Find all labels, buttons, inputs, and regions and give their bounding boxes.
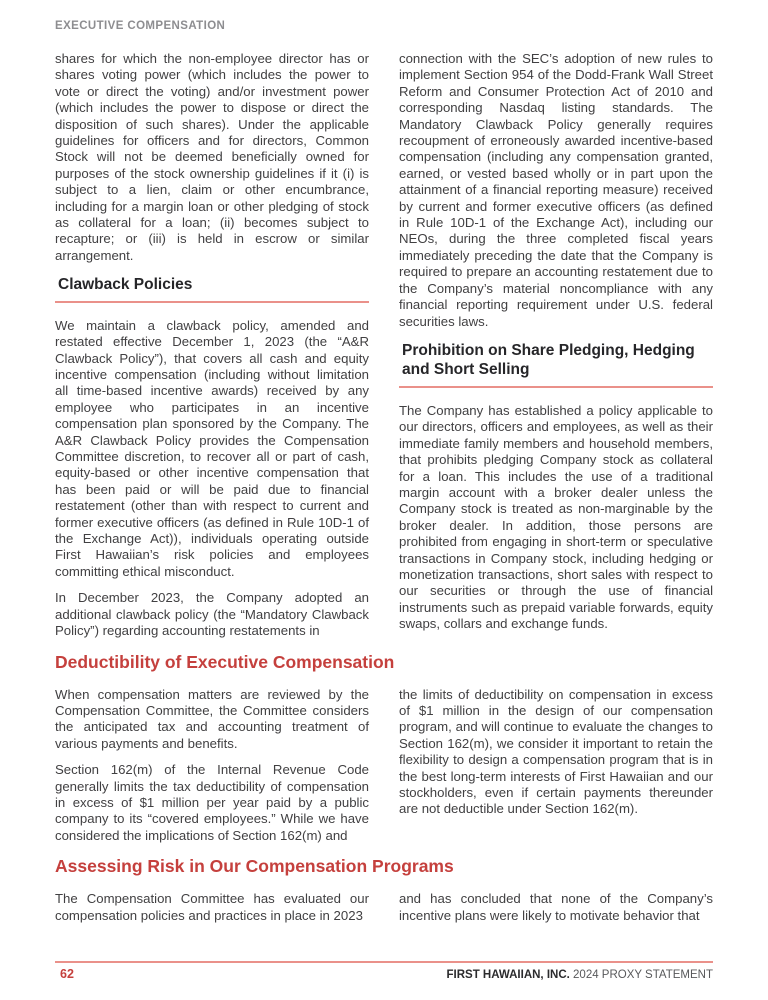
paragraph-pledging-policy: The Company has established a policy applicable to our directors, officers and employees, as well as their immediate family members and household members, that prohibits pledging Company stock as collateral for a loan. This includes the use of a traditional margin account with a broker dealer unless the Company stock is treated as non-marginable by the broker dealer. In addition, those persons are prohibited from engaging in short-term or speculative transactions in Company stock, including hedging or monetization transactions, short sales with respect to our securities or through the use of financial instruments such as prepaid variable forwards, equity swaps, collars and exchange funds. [399, 402, 713, 632]
risk-two-column-section [55, 891, 713, 924]
left-column [55, 891, 369, 924]
paragraph-risk-conclusion: and has concluded that none of the Company’s incentive plans were likely to motivate behavior that [399, 891, 713, 923]
page-footer [55, 961, 713, 981]
paragraph-deductibility-limits: the limits of deductibility on compensation in excess of $1 million in the design of our compensation program, and will continue to evaluate the changes to Section 162(m), we consider it important to retain the flexibility to design a compensation program that is in the best long-term interests of First Hawaiian and our stockholders, even if certain payments thereunder are not deductible under Section 162(m). [399, 686, 713, 817]
section-heading-deductibility: Deductibility of Executive Compensation [55, 651, 395, 672]
section-heading-clawback-policies: Clawback Policies [55, 275, 369, 303]
paragraph-section-162m: Section 162(m) of the Internal Revenue Code generally limits the tax deductibility of compensation in excess of $1 million per year paid by a public company to its “covered employees.” While we have considered the implications of Section 162(m) and [55, 762, 369, 843]
section-heading-assessing-risk: Assessing Risk in Our Compensation Programs [55, 856, 454, 877]
top-two-column-section [55, 51, 713, 640]
footer-document-title: 2024 PROXY STATEMENT [573, 969, 713, 981]
paragraph-clawback-policy: We maintain a clawback policy, amended and restated effective December 1, 2023 (the “A&R Clawback Policy”), that covers all cash and equity incentive compensation (including without limitation all time-based incentive awards) received by any employee who participates in an incentive compensation plan sponsored by the Company. The A&R Clawback Policy provides the Compensation Committee discretion, to recover all or part of cash, equity-based or other incentive compensation that has been paid or will be paid due to financial restatement (other than with respect to current and former executive officers (as defined in Rule 10D-1 of the Exchange Act)), individuals operating outside First Hawaiian’s risk policies and employees committing ethical misconduct. [55, 317, 369, 579]
left-column [55, 687, 369, 845]
right-column [399, 891, 713, 924]
paragraph-risk-evaluation: The Compensation Committee has evaluated our compensation policies and practices in place in 2023 [55, 891, 369, 923]
paragraph-stock-ownership: shares for which the non-employee director has or shares voting power (which includes the power to vote or direct the voting) and/or investment power (which includes the power to dispose or direct the disposition of such shares). Under the applicable guidelines for officers and for directors, Common Stock will not be deemed beneficially owned for purposes of the stock ownership guidelines if it (i) is subject to a lien, claim or other encumbrance, including for a margin loan or other pledging of stock as collateral for a loan; (ii) becomes subject to recapture; or (iii) is held in escrow or similar arrangement. [55, 51, 369, 263]
section-heading-prohibition-pledging: Prohibition on Share Pledging, Hedging and Short Selling [399, 341, 713, 388]
page-header-label: EXECUTIVE COMPENSATION [55, 20, 226, 32]
footer-text [447, 969, 713, 981]
paragraph-mandatory-clawback: In December 2023, the Company adopted an additional clawback policy (the “Mandatory Clawback Policy”) regarding accounting restatements in [55, 590, 369, 639]
deductibility-two-column-section [55, 687, 713, 845]
page-number: 62 [60, 967, 74, 981]
left-column [55, 51, 369, 640]
paragraph-sec-rules: connection with the SEC’s adoption of new rules to implement Section 954 of the Dodd-Frank Wall Street Reform and Consumer Protection Act of 2010 and corresponding Nasdaq listing standards. The Mandatory Clawback Policy generally requires recoupment of erroneously awarded incentive-based compensation (including any compensation granted, earned, or vested based wholly or in part upon the attainment of a financial reporting measure) received by current and former executive officers (as defined in Rule 10D-1 of the Exchange Act), including our NEOs, during the three completed fiscal years immediately preceding the date that the Company is required to prepare an accounting restatement due to the Company’s material noncompliance with any financial reporting requirement under U.S. federal securities laws. [399, 51, 713, 329]
right-column [399, 687, 713, 845]
footer-company-name: FIRST HAWAIIAN, INC. [446, 969, 570, 981]
paragraph-compensation-matters: When compensation matters are reviewed by the Compensation Committee, the Committee considers the anticipated tax and accounting treatment of various payments and benefits. [55, 686, 369, 751]
right-column [399, 51, 713, 640]
